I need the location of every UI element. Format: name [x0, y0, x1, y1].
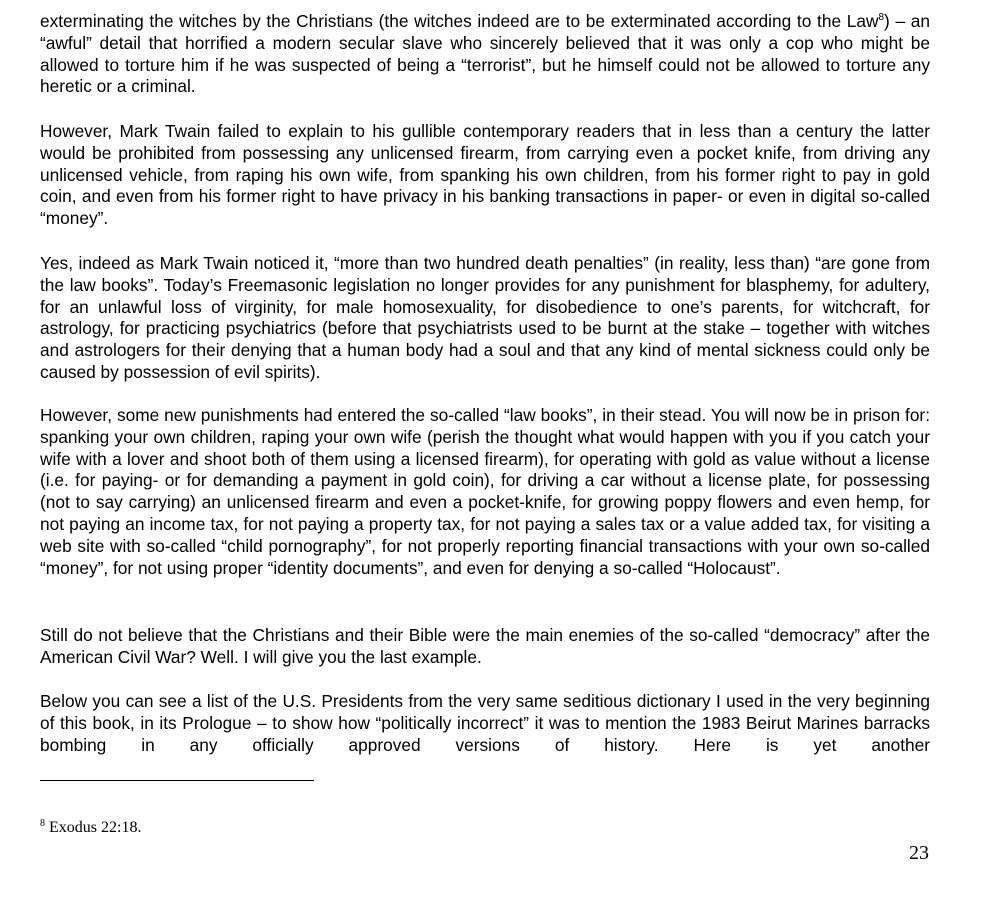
- paragraph-witches-text-start: exterminating the witches by the Christians (the witches indeed are to be exterminated according to the Law: [40, 11, 879, 31]
- page-number: 23: [909, 842, 929, 864]
- paragraph-witches: [40, 11, 930, 98]
- footnote-reference[interactable]: 8: [878, 12, 885, 23]
- paragraph-presidents-list: Below you can see a list of the U.S. Presidents from the very same seditious dictionary I used in the very beginning of this book, in its Prologue – to show how “politically incorrect” it was to mention the 1983 Beirut Marines barracks bombing in any officially approved versions of history. Here is yet another: [40, 691, 930, 755]
- footnote: [40, 818, 141, 838]
- footnote-number: 8: [40, 818, 45, 829]
- paragraph-death-penalties: Yes, indeed as Mark Twain noticed it, “more than two hundred death penalties” (in reality, less than) “are gone from the law books”. Today’s Freemasonic legislation no longer provides for any punishment for blasphemy, for adultery, for an unlawful loss of virginity, for male homosexuality, for disobedience to one’s parents, for witchcraft, for astrology, for practicing psychiatrics (before that psychiatrists used to be burnt at the stake – together with witches and astrologers for their denying that a human body had a soul and that any kind of mental sickness could only be caused by possession of evil spirits).: [40, 253, 930, 382]
- footnote-separator: [40, 780, 314, 781]
- paragraph-mark-twain-failed: However, Mark Twain failed to explain to his gullible contemporary readers that in less than a century the latter would be prohibited from possessing any unlicensed firearm, from carrying even a pocket knife, from driving any unlicensed vehicle, from raping his own wife, from spanking his own children, from his former right to pay in gold coin, and even from his former right to have privacy in his banking transactions in paper- or even in digital so-called “money”.: [40, 121, 930, 229]
- footnote-text: Exodus 22:18.: [45, 819, 142, 836]
- paragraph-witches-text-end: ) – an “awful” detail that horrified a modern secular slave who sincerely believed that it was only a cop who might be allowed to torture him if he was suspected of being a “terrorist”, but he himself could not be allowed to torture any heretic or a criminal.: [40, 11, 930, 97]
- paragraph-still-do-not-believe: Still do not believe that the Christians and their Bible were the main enemies of the so-called “democracy” after the American Civil War? Well. I will give you the last example.: [40, 625, 930, 667]
- paragraph-new-punishments: However, some new punishments had entered the so-called “law books”, in their stead. You will now be in prison for: spanking your own children, raping your own wife (perish the thought what would happen with you if you catch your wife with a lover and shoot both of them using a licensed firearm), for operating with gold as value without a license (i.e. for paying- or for demanding a payment in gold coin), for driving a car without a license plate, for possessing (not to say carrying) an unlicensed firearm and even a pocket-knife, for growing poppy flowers and even hemp, for not paying an income tax, for not paying a property tax, for not paying a sales tax or a value added tax, for visiting a web site with so-called “child pornography”, for not properly reporting financial transactions with your own so-called “money”, for not using proper “identity documents”, and even for denying a so-called “Holocaust”.: [40, 405, 930, 578]
